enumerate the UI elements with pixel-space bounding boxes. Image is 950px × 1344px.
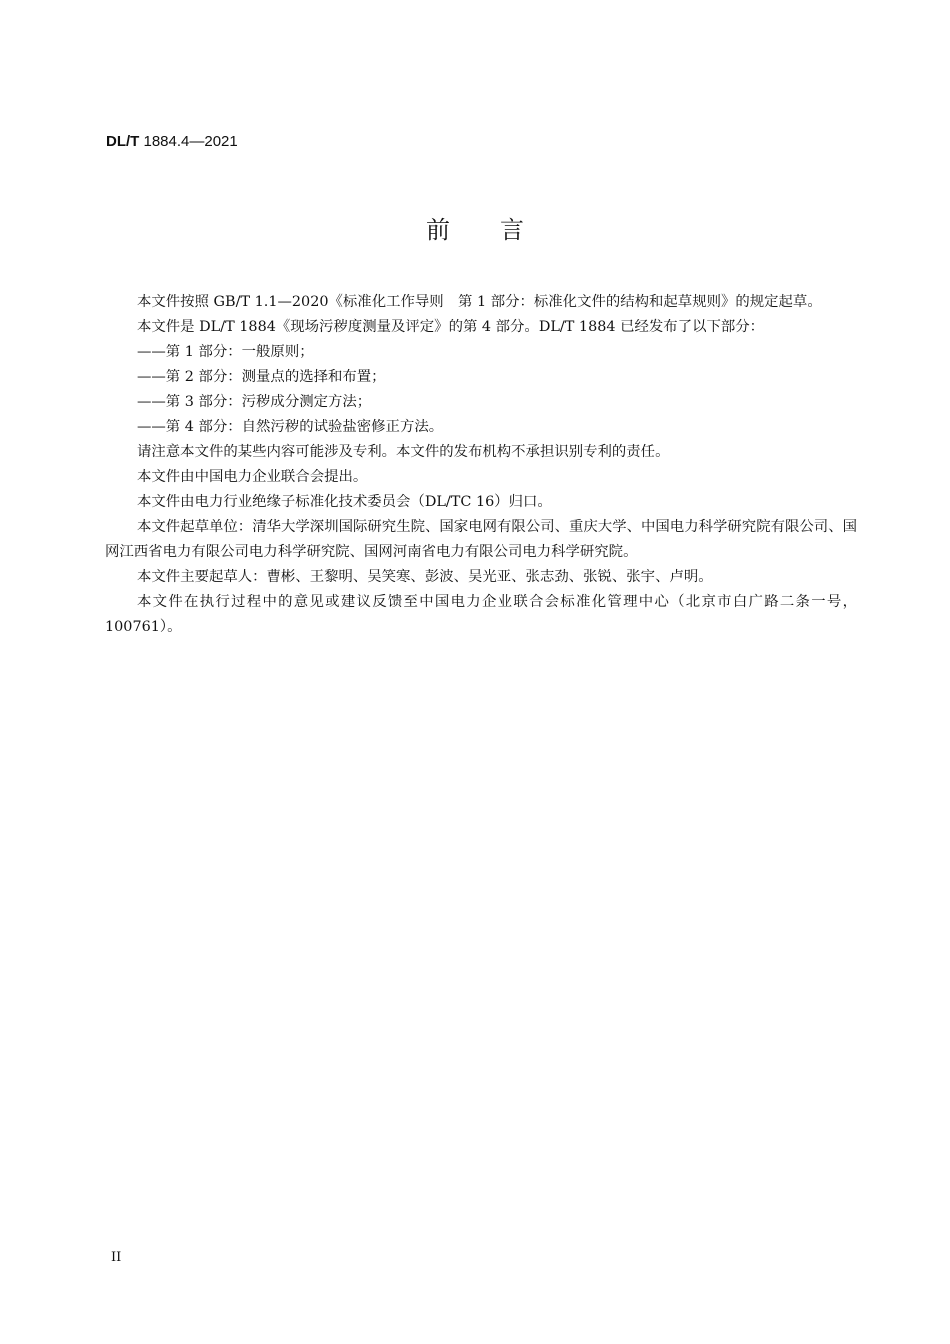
paragraph-proposer: 本文件由中国电力企业联合会提出。	[137, 469, 368, 485]
standard-prefix: DL/T	[106, 133, 140, 150]
paragraph-drafters: 本文件主要起草人：曹彬、王黎明、吴笑寒、彭波、吴光亚、张志劲、张锐、张宇、卢明。	[137, 569, 713, 585]
standard-number: 1884.4—2021	[139, 133, 238, 150]
list-item-part-4: ——第 4 部分：自然污秽的试验盐密修正方法。	[137, 419, 444, 435]
paragraph-feedback: 本文件在执行过程中的意见或建议反馈至中国电力企业联合会标准化管理中心（北京市白广路二条一号，100761）。	[105, 594, 857, 635]
page-title: 前言	[426, 216, 574, 244]
paragraph-series-intro: 本文件是 DL/T 1884《现场污秽度测量及评定》的第 4 部分。DL/T 1884 已经发布了以下部分：	[137, 319, 765, 335]
paragraph-drafting-units: 本文件起草单位：清华大学深圳国际研究生院、国家电网有限公司、重庆大学、中国电力科学研究院有限公司、国网江西省电力有限公司电力科学研究院、国网河南省电力有限公司电力科学研究院。	[105, 519, 857, 560]
standard-code	[106, 131, 238, 153]
list-item-part-3: ——第 3 部分：污秽成分测定方法；	[137, 394, 372, 410]
page-number: II	[111, 1250, 122, 1265]
list-item-part-1: ——第 1 部分：一般原则；	[137, 344, 314, 360]
paragraph-patent-notice: 请注意本文件的某些内容可能涉及专利。本文件的发布机构不承担识别专利的责任。	[137, 444, 670, 460]
paragraph-drafting-rules: 本文件按照 GB/T 1.1—2020《标准化工作导则 第 1 部分：标准化文件的结构和起草规则》的规定起草。	[137, 294, 822, 310]
document-body	[105, 290, 857, 640]
paragraph-committee: 本文件由电力行业绝缘子标准化技术委员会（DL/TC 16）归口。	[137, 494, 552, 510]
list-item-part-2: ——第 2 部分：测量点的选择和布置；	[137, 369, 386, 385]
